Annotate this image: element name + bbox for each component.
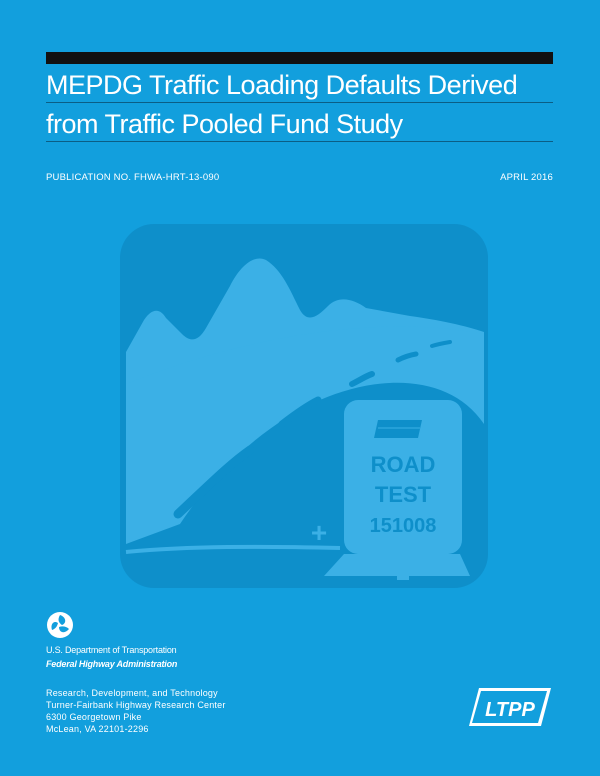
address-line-2: Turner-Fairbank Highway Research Center bbox=[46, 700, 226, 710]
ltpp-logo bbox=[467, 686, 553, 728]
address-line-1: Research, Development, and Technology bbox=[46, 688, 218, 698]
dot-triskelion-logo bbox=[46, 611, 74, 639]
sign-header-plate bbox=[374, 420, 422, 438]
plus-symbol: + bbox=[310, 517, 328, 548]
sign-text-number: 151008 bbox=[369, 515, 437, 537]
header-black-bar bbox=[46, 52, 553, 64]
publication-date: APRIL 2016 bbox=[500, 172, 553, 183]
sign-text-road: ROAD bbox=[370, 452, 436, 477]
ltpp-logo-text: LTPP bbox=[485, 699, 535, 721]
publication-number: PUBLICATION NO. FHWA-HRT-13-090 bbox=[46, 172, 220, 183]
address-line-3: 6300 Georgetown Pike bbox=[46, 712, 142, 722]
fhwa-name: Federal Highway Administration bbox=[46, 659, 178, 669]
sign-base-ground bbox=[324, 554, 470, 576]
title-underline-1 bbox=[46, 102, 553, 103]
title-underline-2 bbox=[46, 141, 553, 142]
report-title-line-1: MEPDG Traffic Loading Defaults Derived bbox=[46, 70, 518, 100]
address-line-4: McLean, VA 22101-2296 bbox=[46, 724, 149, 734]
dot-department-name: U.S. Department of Transportation bbox=[46, 645, 177, 655]
sign-text-test: TEST bbox=[374, 482, 432, 507]
road-test-illustration bbox=[120, 224, 488, 588]
report-title-line-2: from Traffic Pooled Fund Study bbox=[46, 109, 403, 139]
